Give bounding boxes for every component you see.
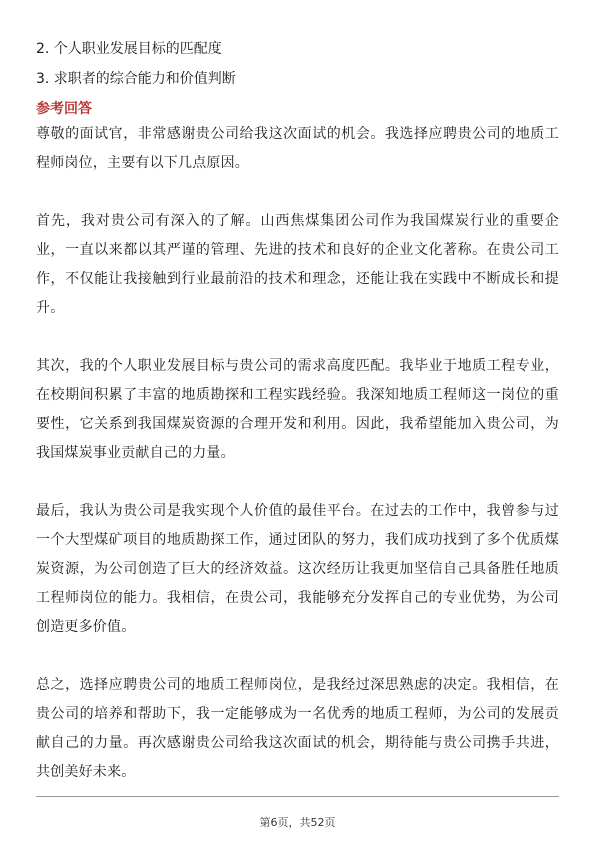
reference-answer-heading: 参考回答 bbox=[36, 101, 92, 117]
answer-paragraph-conclusion: 总之，选择应聘贵公司的地质工程师岗位，是我经过深思熟虑的决定。我相信，在贵公司的培养和帮助下，我一定能够成为一名优秀的地质工程师，为公司的发展贡献自己的力量。再次感谢贵公司给我这次面试的机会，期待能与贵公司携手共进，共创美好未来。 bbox=[36, 677, 559, 780]
answer-paragraph-last: 最后，我认为贵公司是我实现个人价值的最佳平台。在过去的工作中，我曾参与过一个大型煤矿项目的地质勘探工作，通过团队的努力，我们成功找到了多个优质煤炭资源，为公司创造了巨大的经济效益。这次经历让我更加坚信自己具备胜任地质工程师岗位的能力。我相信，在贵公司，我能够充分发挥自己的专业优势，为公司创造更多价值。 bbox=[36, 503, 559, 635]
page-number: 第6页，共52页 bbox=[259, 816, 336, 829]
answer-paragraph-first: 首先，我对贵公司有深入的了解。山西焦煤集团公司作为我国煤炭行业的重要企业，一直以来都以其严谨的管理、先进的技术和良好的企业文化著称。在贵公司工作，不仅能让我接触到行业最前沿的技术和理念，还能让我在实践中不断成长和提升。 bbox=[36, 213, 559, 316]
criteria-item-2: 2. 个人职业发展目标的匹配度 bbox=[36, 41, 222, 57]
answer-paragraph-second: 其次，我的个人职业发展目标与贵公司的需求高度匹配。我毕业于地质工程专业，在校期间积累了丰富的地质勘探和工程实践经验。我深知地质工程师这一岗位的重要性，它关系到我国煤炭资源的合理开发和利用。因此，我希望能加入贵公司，为我国煤炭事业贡献自己的力量。 bbox=[36, 358, 559, 461]
answer-body bbox=[36, 120, 559, 787]
document-page bbox=[36, 34, 559, 787]
criteria-item-3: 3. 求职者的综合能力和价值判断 bbox=[36, 71, 236, 87]
footer-divider bbox=[36, 796, 559, 797]
answer-paragraph-intro: 尊敬的面试官，非常感谢贵公司给我这次面试的机会。我选择应聘贵公司的地质工程师岗位，主要有以下几点原因。 bbox=[36, 126, 559, 171]
